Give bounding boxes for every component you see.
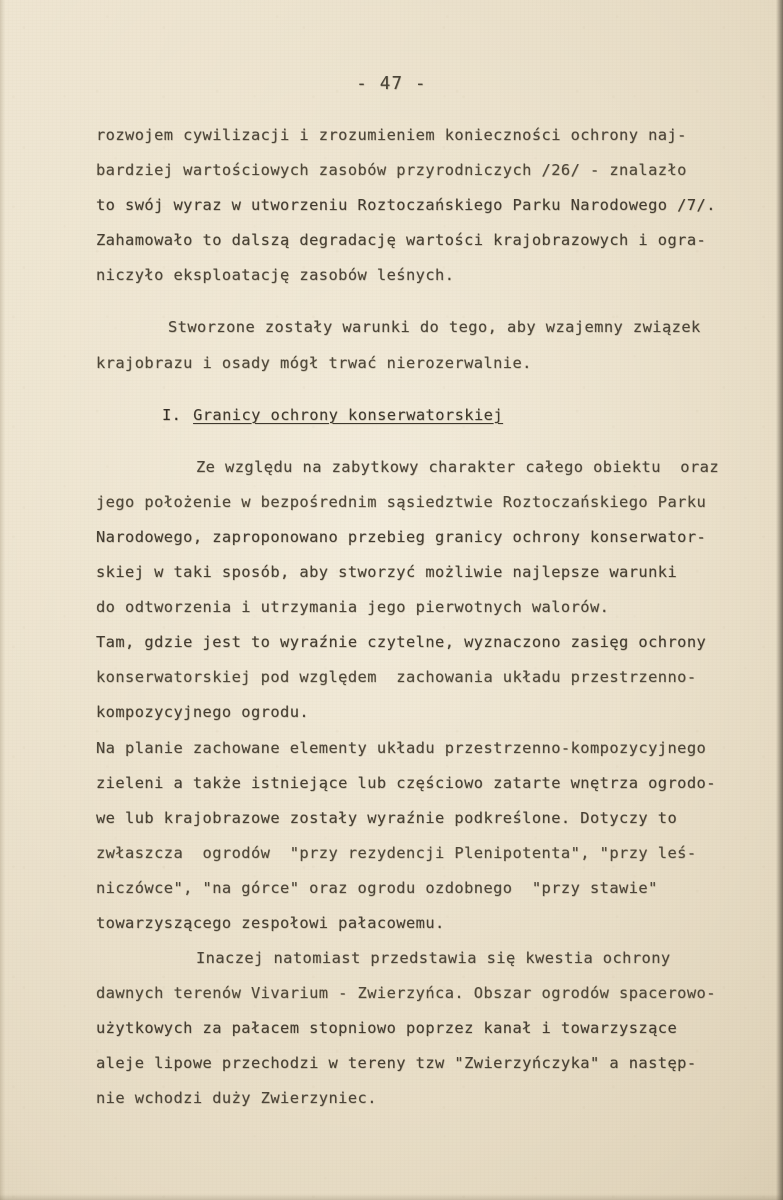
text-line: konserwatorskiej pod względem zachowania układu przestrzenno- bbox=[96, 668, 697, 687]
text-line: Tam, gdzie jest to wyraźnie czytelne, wyznaczono zasięg ochrony bbox=[96, 633, 707, 652]
text-line: Zahamowało to dalszą degradację wartości krajobrazowych i ogra- bbox=[96, 231, 707, 250]
text-line: do odtworzenia i utrzymania jego pierwotnych walorów. bbox=[96, 598, 610, 617]
section-heading-number: I. bbox=[162, 405, 182, 424]
text-line: Stworzone zostały warunki do tego, aby wzajemny związek bbox=[168, 318, 701, 337]
text-line: dawnych terenów Vivarium - Zwierzyńca. Obszar ogrodów spacerowo- bbox=[96, 984, 716, 1003]
page-bottom-edge-shadow bbox=[0, 1194, 783, 1200]
text-line: Inaczej natomiast przedstawia się kwestia ochrony bbox=[196, 949, 671, 968]
page-right-edge-shadow bbox=[776, 0, 783, 1200]
text-line: Ze względu na zabytkowy charakter całego obiektu oraz bbox=[196, 457, 720, 476]
text-line: użytkowych za pałacem stopniowo poprzez kanał i towarzyszące bbox=[96, 1019, 678, 1038]
text-line: towarzyszącego zespołowi pałacowemu. bbox=[96, 913, 445, 932]
block-spacer bbox=[96, 293, 766, 310]
text-line: Narodowego, zaproponowano przebieg granicy ochrony konserwator- bbox=[96, 527, 707, 546]
text-line: bardziej wartościowych zasobów przyrodniczych /26/ - znalazło bbox=[96, 161, 687, 180]
section-heading bbox=[96, 398, 766, 433]
paragraph-ze-wzgledu bbox=[96, 450, 766, 941]
text-line: nie wchodzi duży Zwierzyniec. bbox=[96, 1089, 377, 1108]
text-line: Na planie zachowane elementy układu przestrzenno-kompozycyjnego bbox=[96, 738, 707, 757]
page-number: - 47 - bbox=[356, 74, 427, 94]
text-line: skiej w taki sposób, aby stworzyć możliwie najlepsze warunki bbox=[96, 563, 678, 582]
paragraph-stworzone bbox=[96, 310, 766, 380]
paragraph-inaczej bbox=[96, 941, 766, 1116]
text-line: niczówce", "na górce" oraz ogrodu ozdobnego "przy stawie" bbox=[96, 878, 658, 897]
paragraph-continuation bbox=[96, 118, 766, 293]
text-line: aleje lipowe przechodzi w tereny tzw "Zwierzyńczyka" a następ- bbox=[96, 1054, 697, 1073]
text-line: jego położenie w bezpośrednim sąsiedztwie Roztoczańskiego Parku bbox=[96, 492, 707, 511]
text-line: we lub krajobrazowe zostały wyraźnie podkreślone. Dotyczy to bbox=[96, 808, 678, 827]
page-left-edge-shadow bbox=[0, 0, 5, 1200]
text-line: rozwojem cywilizacji i zrozumieniem konieczności ochrony naj- bbox=[96, 126, 687, 144]
text-line: zieleni a także istniejące lub częściowo zatarte wnętrza ogrodo- bbox=[96, 773, 716, 792]
section-heading-title: Granicy ochrony konserwatorskiej bbox=[193, 405, 504, 424]
page-body bbox=[96, 118, 766, 1117]
block-spacer bbox=[96, 381, 766, 398]
block-spacer bbox=[96, 433, 766, 450]
text-line: zwłaszcza ogrodów "przy rezydencji Plenipotenta", "przy leś- bbox=[96, 843, 697, 862]
text-line: kompozycyjnego ogrodu. bbox=[96, 703, 310, 722]
text-line: niczyło eksploatację zasobów leśnych. bbox=[96, 266, 455, 285]
text-line: krajobrazu i osady mógł trwać nierozerwalnie. bbox=[96, 353, 532, 372]
text-line: to swój wyraz w utworzeniu Roztoczańskiego Parku Narodowego /7/. bbox=[96, 196, 716, 215]
